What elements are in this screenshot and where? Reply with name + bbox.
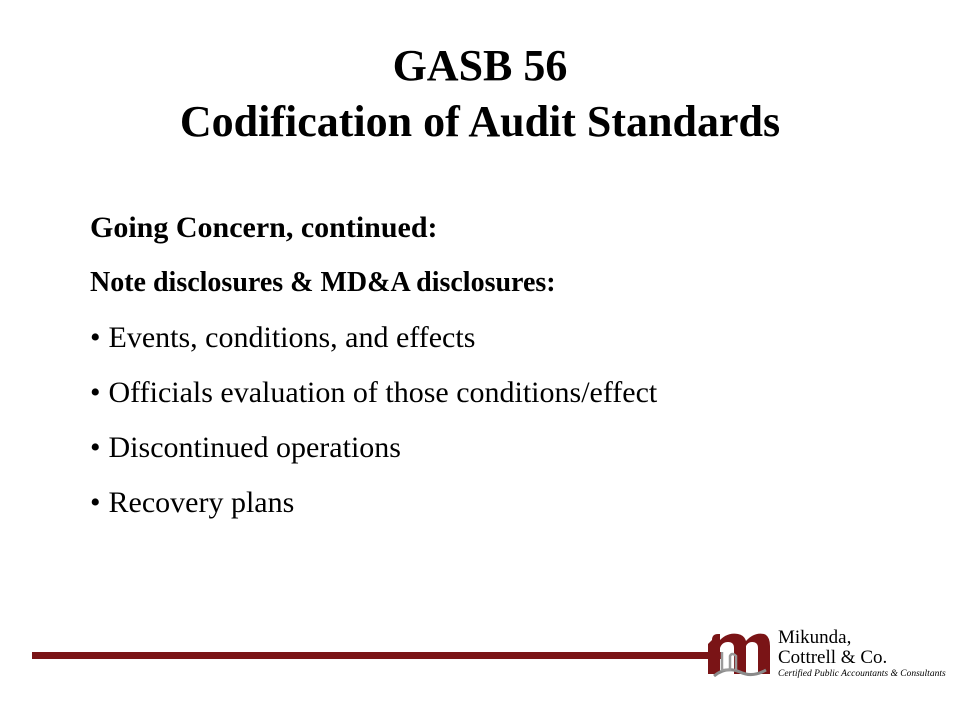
logo-name-line-2: Cottrell & Co.	[778, 647, 888, 668]
company-logo	[708, 624, 948, 686]
bullet-item	[90, 483, 910, 523]
bullet-text: Officials evaluation of those conditions/effect	[108, 376, 658, 409]
bullet-item	[90, 428, 910, 468]
section-heading: Going Concern, continued:	[90, 211, 438, 244]
footer-rule	[32, 652, 722, 659]
bullet-item	[90, 318, 910, 358]
bullet-text: Events, conditions, and effects	[108, 321, 476, 354]
bullet-icon: •	[90, 486, 101, 519]
bullet-icon: •	[90, 321, 101, 354]
bullet-text: Recovery plans	[108, 486, 295, 519]
logo-monogram-icon	[708, 626, 772, 684]
slide-title	[0, 38, 960, 150]
section-subheading: Note disclosures & MD&A disclosures:	[90, 267, 556, 298]
title-line-1: GASB 56	[392, 41, 568, 90]
bullet-text: Discontinued operations	[108, 431, 401, 464]
logo-tagline: Certified Public Accountants & Consultants	[778, 669, 946, 679]
title-line-2: Codification of Audit Standards	[179, 97, 781, 146]
bullet-icon: •	[90, 431, 101, 464]
bullet-icon: •	[90, 376, 101, 409]
logo-name-line-1: Mikunda,	[778, 627, 852, 648]
logo-wordmark	[778, 628, 946, 680]
slide-body	[90, 208, 910, 538]
bullet-item	[90, 373, 910, 413]
